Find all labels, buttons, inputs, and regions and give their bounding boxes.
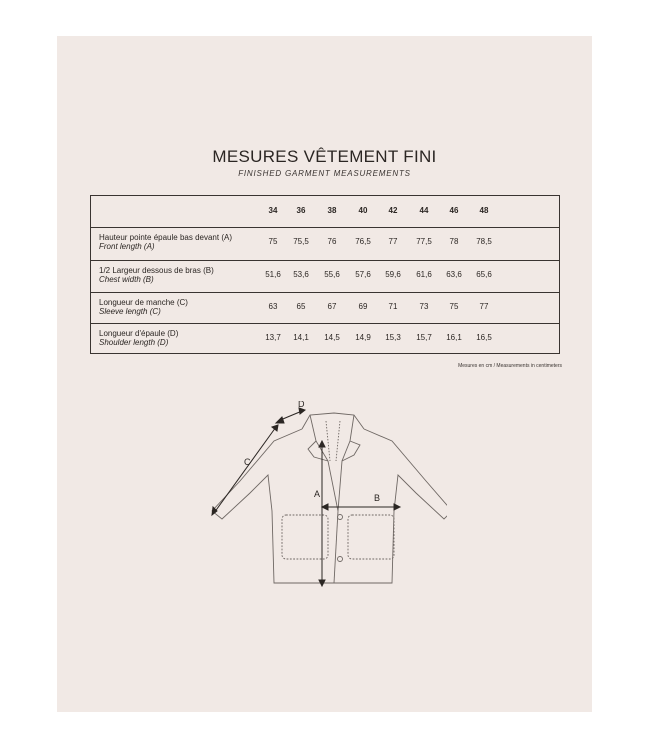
row-label-fr: 1/2 Largeur dessous de bras (B) (99, 266, 214, 275)
table-cell: 65,6 (476, 270, 492, 279)
table-cell: 59,6 (385, 270, 401, 279)
row-label-en: Sleeve length (C) (99, 307, 161, 316)
table-cell: 63 (268, 302, 278, 311)
size-header-44: 44 (419, 206, 429, 215)
row-label-en: Chest width (B) (99, 275, 154, 284)
table-cell: 75 (449, 302, 459, 311)
size-header-46: 46 (449, 206, 459, 215)
page-subtitle: FINISHED GARMENT MEASUREMENTS (238, 169, 411, 178)
jacket-diagram (202, 401, 447, 591)
table-cell: 77 (388, 237, 398, 246)
size-header-36: 36 (296, 206, 306, 215)
table-cell: 61,6 (416, 270, 432, 279)
jacket-outline (212, 413, 447, 583)
units-note: Mesures en cm / Measurements in centimeters (458, 363, 562, 369)
table-cell: 51,6 (265, 270, 281, 279)
table-cell: 65 (296, 302, 306, 311)
size-header-40: 40 (358, 206, 368, 215)
dimension-d-label: D (298, 401, 305, 409)
table-cell: 15,3 (385, 333, 401, 342)
table-cell: 13,7 (265, 333, 281, 342)
table-cell: 77 (479, 302, 489, 311)
table-cell: 67 (327, 302, 337, 311)
table-cell: 55,6 (324, 270, 340, 279)
table-cell: 78 (449, 237, 459, 246)
row-label-fr: Longueur de manche (C) (99, 298, 188, 307)
size-header-42: 42 (388, 206, 398, 215)
dimension-a-label: A (314, 489, 321, 499)
page-title: MESURES VÊTEMENT FINI (212, 147, 437, 166)
row-label-en: Shoulder length (D) (99, 338, 169, 347)
size-header-48: 48 (479, 206, 489, 215)
table-divider (91, 227, 559, 228)
table-cell: 78,5 (476, 237, 492, 246)
table-divider (91, 260, 559, 261)
table-cell: 75,5 (293, 237, 309, 246)
row-label-fr: Longueur d'épaule (D) (99, 329, 179, 338)
table-cell: 76 (327, 237, 337, 246)
table-cell: 57,6 (355, 270, 371, 279)
dimension-c-label: C (244, 457, 251, 467)
table-cell: 75 (268, 237, 278, 246)
dimension-lines (212, 408, 400, 586)
table-cell: 76,5 (355, 237, 371, 246)
table-cell: 77,5 (416, 237, 432, 246)
table-cell: 53,6 (293, 270, 309, 279)
row-label-fr: Hauteur pointe épaule bas devant (A) (99, 233, 232, 242)
table-cell: 16,5 (476, 333, 492, 342)
table-cell: 14,5 (324, 333, 340, 342)
table-cell: 15,7 (416, 333, 432, 342)
measurement-sheet (57, 36, 592, 712)
size-header-38: 38 (327, 206, 337, 215)
table-cell: 63,6 (446, 270, 462, 279)
size-header-34: 34 (268, 206, 278, 215)
table-cell: 73 (419, 302, 429, 311)
dimension-b-label: B (374, 493, 381, 503)
table-divider (91, 323, 559, 324)
table-cell: 14,9 (355, 333, 371, 342)
row-label-en: Front length (A) (99, 242, 155, 251)
table-cell: 14,1 (293, 333, 309, 342)
table-cell: 69 (358, 302, 368, 311)
dimension-c-line (214, 427, 276, 513)
table-cell: 71 (388, 302, 398, 311)
table-divider (91, 292, 559, 293)
measurements-table (90, 195, 560, 354)
table-cell: 16,1 (446, 333, 462, 342)
